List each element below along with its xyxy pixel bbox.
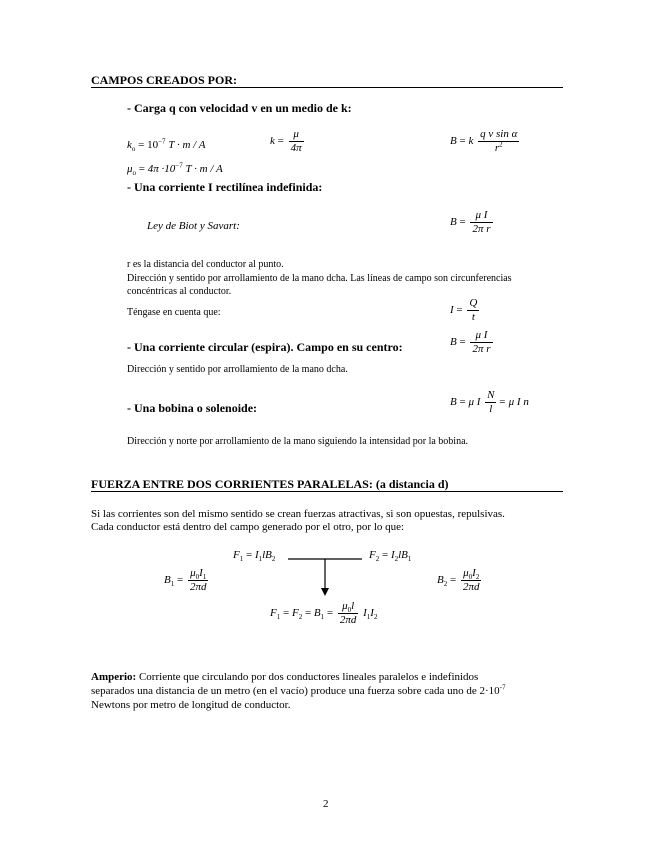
corriente-heading: - Una corriente I rectilínea indefinida:	[127, 180, 323, 194]
carga-heading	[127, 101, 352, 116]
dir-note-2: concéntricas al conductor.	[127, 286, 232, 297]
amperio-line-1	[91, 671, 478, 684]
amperio-text-1: Corriente que circulando por dos conductores lineales paralelos e indefinidos	[136, 671, 479, 683]
formula-f1-f2: $F_1 = F_2 = B_1$ = $\frac{\mu_0l}{2\pi d}$ $I_1I_2$	[270, 600, 378, 626]
b1-den-exp: 2	[499, 140, 503, 149]
b4-num: N	[487, 389, 495, 401]
carga-heading-text: - Carga q con velocidad v en un medio de k:	[127, 101, 352, 115]
b1-num: q v sin α	[480, 128, 518, 140]
b2-num: μ I	[470, 209, 492, 223]
f1-label: $F_1 = I_1lB_2$	[233, 549, 276, 564]
ko-units: T · m / A	[168, 139, 206, 151]
formula-ko: $k_o = 10^{-7}$ T · m / A	[127, 137, 206, 154]
formula-b-biot: B = $\frac{\text{μ I}}{\text{2π r}}$	[450, 209, 491, 235]
force-diagram	[280, 550, 370, 600]
b2f-num: μ	[463, 567, 469, 579]
mu-exp: −7	[175, 161, 183, 170]
b4-tail: = μ I n	[498, 396, 529, 409]
b1f-num: μ	[190, 567, 196, 579]
amperio-exp: -7	[499, 683, 506, 692]
page-number: 2	[323, 798, 329, 810]
formula-mu0: $\mu_o = 4\pi \cdot 10^{-7}$ T · m / A	[127, 161, 223, 178]
i-den: t	[471, 311, 475, 323]
r-note: r es la distancia del conductor al punto.	[127, 259, 284, 270]
section-rule	[91, 87, 563, 88]
espira-heading: - Una corriente circular (espira). Campo en su centro:	[127, 340, 403, 354]
b1-den: r	[494, 142, 500, 154]
b2f-den: 2πd	[462, 581, 480, 593]
b3-den: 2π r	[472, 343, 491, 355]
formula-b2-field: $B_2$ = $\frac{\mu_0I_2}{2\pi d}$	[437, 567, 480, 593]
i-num: Q	[469, 297, 478, 309]
ff-den: 2πd	[339, 614, 357, 626]
dir-note-1: Dirección y sentido por arrollamiento de la mano dcha. Las líneas de campo son circunferencias	[127, 273, 512, 284]
fuerza-para-2: Cada conductor está dentro del campo generado por el otro, por lo que:	[91, 521, 405, 533]
b4-den: l	[489, 403, 493, 415]
formula-b1-field: $B_1$ = $\frac{\mu_0I_1}{2\pi d}$	[164, 567, 207, 593]
amperio-line-2: separados una distancia de un metro (en el vacío) produce una fuerza sobre cada uno de $2\cdot 10^{-7}$	[91, 683, 506, 697]
espira-note: Dirección y sentido por arrollamiento de la mano dcha.	[127, 364, 348, 375]
formula-b-bobina: B = μ I $\frac{N}{l}$ = μ I n	[450, 389, 529, 415]
amperio-label: Amperio:	[91, 671, 137, 683]
formula-i: I = $\frac{Q}{t}$	[450, 297, 478, 323]
mu-value: 4π ·10	[147, 163, 176, 175]
k-den: 4π	[290, 142, 302, 154]
b2-den: 2π r	[472, 223, 491, 235]
bobina-note: Dirección y norte por arrollamiento de la mano siguiendo la intensidad por la bobina.	[127, 436, 469, 447]
formula-k: k = $\frac{\mu}{4\pi}$	[270, 128, 302, 154]
section-title-campos: CAMPOS CREADOS POR:	[91, 73, 237, 87]
bobina-heading: - Una bobina o solenoide:	[127, 401, 258, 415]
formula-b-espira: B = $\frac{\text{μ I}}{\text{2π r}}$	[450, 329, 491, 355]
section-rule-2	[91, 491, 563, 492]
tengase-text: Téngase en cuenta que:	[127, 307, 221, 318]
amperio-line-3: Newtons por metro de longitud de conductor.	[91, 699, 291, 711]
ff-num: μ	[342, 600, 348, 612]
biot-label: Ley de Biot y Savart:	[147, 220, 240, 232]
b3-num: μ I	[470, 329, 492, 343]
fuerza-para-1: Si las corrientes son del mismo sentido se crean fuerzas atractivas, si son opuestas, repulsivas.	[91, 508, 505, 520]
k-num: μ	[289, 128, 304, 142]
mu-units: T · m / A	[185, 163, 223, 175]
force-arrow-head	[321, 588, 329, 596]
formula-b-carga: B = k $\frac{\text{q v sin α}}{r^2}$	[450, 128, 518, 154]
f2-label: $F_2 = I_2lB_1$	[369, 549, 412, 564]
section-title-fuerza: FUERZA ENTRE DOS CORRIENTES PARALELAS: (a distancia d)	[91, 477, 449, 491]
ko-exp: −7	[158, 137, 166, 146]
b1f-den: 2πd	[189, 581, 207, 593]
ko-value: 10	[147, 139, 159, 151]
